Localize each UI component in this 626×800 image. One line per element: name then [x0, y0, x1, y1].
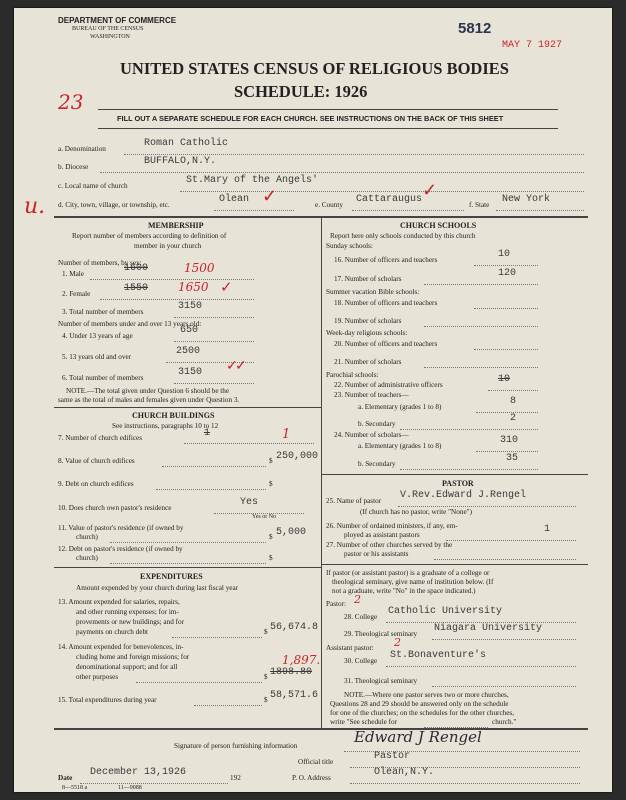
q16-label: 16. Number of officers and teachers — [334, 256, 438, 264]
q23b-value: 2 — [510, 413, 517, 424]
graduate-note-1: If pastor (or assistant pastor) is a graduate of a college or — [326, 569, 490, 577]
q4-under-13-label: 4. Under 13 years of age — [62, 332, 133, 340]
q2-female-hand: 1650 — [178, 280, 209, 294]
q30-label: 30. College — [344, 657, 378, 665]
check-mark-female: ✓ — [220, 278, 233, 296]
q5-over-13-label: 5. 13 years old and over — [62, 353, 132, 361]
census-schedule-sheet — [14, 8, 612, 792]
q24b-value: 35 — [506, 453, 519, 464]
pastor-note-2: Questions 28 and 29 should be answered only on the schedule — [330, 700, 509, 708]
q26-line-1: 26. Number of ordained ministers, if any, em- — [326, 522, 458, 530]
official-title-value: Pastor — [374, 751, 411, 762]
q11-label-1: 11. Value of pastor's residence (if owned by — [58, 524, 184, 532]
pastor-note-4: write "See schedule for — [330, 718, 397, 726]
form-code-2: 11—9088 — [118, 785, 142, 791]
q1-male-hand: 1500 — [184, 261, 215, 275]
check-mark-total-2: ✓ — [235, 358, 247, 374]
q24a-value: 310 — [500, 435, 519, 446]
q21-label: 21. Number of scholars — [334, 358, 402, 366]
denomination-label: a. Denomination — [58, 145, 106, 153]
q4-under-13-value: 650 — [180, 325, 199, 336]
q25-label: 25. Name of pastor — [326, 497, 382, 505]
q13-dollar: $ — [264, 628, 268, 636]
assistant-hand-mark: 2 — [394, 636, 401, 649]
diocese-value: BUFFALO,N.Y. — [144, 156, 217, 167]
q12-label-1: 12. Debt on pastor's residence (if owned by — [58, 545, 183, 553]
q22-label: 22. Number of administrative officers — [334, 381, 443, 389]
date-value: December 13,1926 — [90, 767, 187, 778]
q24b-label: b. Secondary — [358, 460, 396, 468]
date-label: Date — [58, 774, 73, 782]
q15-total-label: 15. Total expenditures during year — [58, 696, 157, 704]
q8-value-label: 8. Value of church edifices — [58, 457, 135, 465]
q3-total-value: 3150 — [178, 301, 203, 312]
graduate-note-2: theological seminary, give name of institution below. (If — [332, 578, 494, 586]
official-title-label: Official title — [298, 758, 334, 766]
q13-line-4: payments on church debt — [76, 628, 149, 636]
buildings-heading: CHURCH BUILDINGS — [132, 411, 215, 420]
q23a-value: 8 — [510, 396, 517, 407]
county-label: e. County — [315, 201, 343, 209]
q26-line-2: ployed as assistant pastors — [344, 531, 420, 539]
q7-edifices-label: 7. Number of church edifices — [58, 434, 143, 442]
q22-value: 10 — [498, 374, 511, 385]
q14-line-4: other purposes — [76, 673, 119, 681]
pastor-note-3: for one of the churches; on the schedules for the other churches, — [330, 709, 515, 717]
q10-residence-label: 10. Does church own pastor's residence — [58, 504, 172, 512]
q23a-label: a. Elementary (grades 1 to 8) — [358, 403, 442, 411]
check-mark-county: ✓ — [422, 180, 438, 201]
graduate-note-3: not a graduate, write "No" in the space indicated.) — [332, 587, 476, 595]
q13-line-2: and other running expenses; for im- — [76, 608, 179, 616]
q13-line-3: provements or new buildings; and for — [76, 618, 184, 626]
q12-dollar: $ — [269, 554, 273, 562]
membership-heading: MEMBERSHIP — [148, 221, 204, 230]
q12-label-2: church) — [76, 554, 98, 562]
weekday-schools-label: Week-day religious schools: — [326, 329, 408, 337]
q17-value: 120 — [498, 268, 517, 279]
q15-value: 58,571.6 — [270, 690, 319, 701]
q10-hint: Yes or No — [252, 514, 277, 520]
form-code-1: 8—5518 a — [62, 785, 88, 791]
q1-male-label: 1. Male — [62, 270, 84, 278]
po-address-value: Olean,N.Y. — [374, 767, 435, 778]
signature-value: Edward J Rengel — [354, 728, 482, 746]
q23b-label: b. Secondary — [358, 420, 396, 428]
form-title: UNITED STATES CENSUS OF RELIGIOUS BODIES — [120, 59, 509, 78]
state-label: f. State — [469, 201, 490, 209]
q29-label: 29. Theological seminary — [344, 630, 418, 638]
pastor-label: Pastor: — [326, 600, 346, 608]
check-mark-city: ✓ — [262, 186, 278, 207]
q11-label-2: church) — [76, 533, 98, 541]
membership-note-1: NOTE.—The total given under Question 6 should be the — [66, 387, 230, 395]
q14-line-3: denominational support; and for all — [76, 663, 178, 671]
city-label: WASHINGTON — [90, 34, 130, 40]
q15-dollar: $ — [264, 696, 268, 704]
city-town-value: Olean — [219, 194, 250, 205]
q25-value: V.Rev.Edward J.Rengel — [400, 490, 527, 501]
expenditures-heading: EXPENDITURES — [140, 572, 203, 581]
q2-female-typed: 1550 — [124, 283, 149, 294]
q11-value: 5,000 — [276, 527, 307, 538]
schools-intro: Report here only schools conducted by this church — [330, 232, 476, 240]
q8-value: 250,000 — [276, 451, 319, 462]
q28-value: Catholic University — [388, 606, 503, 617]
sunday-schools-label: Sunday schools: — [326, 242, 373, 250]
q14-hand: 1,897. — [282, 653, 321, 667]
po-address-label: P. O. Address — [292, 774, 331, 782]
q5-over-13-value: 2500 — [176, 346, 201, 357]
q14-dollar: $ — [264, 673, 268, 681]
pastor-hand-mark: 2 — [354, 593, 361, 606]
q13-value: 56,674.8 — [270, 622, 319, 633]
q9-debt-label: 9. Debt on church edifices — [58, 480, 134, 488]
county-value: Cattaraugus — [356, 194, 423, 205]
q9-dollar: $ — [269, 480, 273, 488]
q24a-label: a. Elementary (grades 1 to 8) — [358, 442, 442, 450]
handwritten-u-mark: u. — [24, 194, 46, 219]
membership-by-sex-label: Number of members, by sex: — [58, 259, 142, 267]
q2-female-label: 2. Female — [62, 290, 91, 298]
bureau-label: BUREAU OF THE CENSUS — [72, 26, 144, 32]
q14-line-1: 14. Amount expended for benevolences, in- — [58, 643, 184, 651]
q26-value: 1 — [544, 524, 551, 535]
q14-value: 1898.80 — [270, 667, 313, 678]
local-name-label: c. Local name of church — [58, 182, 128, 190]
city-town-label: d. City, town, village, or township, etc. — [58, 201, 170, 209]
q27-line-2: pastor or his assistants — [344, 550, 409, 558]
state-value: New York — [502, 194, 551, 205]
membership-age-intro: Number of members under and over 13 years old: — [58, 320, 202, 328]
q19-label: 19. Number of scholars — [334, 317, 402, 325]
q29-value: Niagara University — [434, 623, 543, 634]
form-subtitle: SCHEDULE: 1926 — [234, 82, 368, 101]
date-year: 192 — [230, 774, 241, 782]
denomination-value: Roman Catholic — [144, 138, 229, 149]
q28-label: 28. College — [344, 613, 378, 621]
q6-total-value: 3150 — [178, 367, 203, 378]
q3-total-label: 3. Total number of members — [62, 308, 144, 316]
handwritten-number: 23 — [58, 90, 84, 114]
received-date-stamp: MAY 7 1927 — [502, 40, 563, 51]
q10-residence-value: Yes — [240, 497, 259, 508]
q6-total-label: 6. Total number of members — [62, 374, 144, 382]
q7-edifices-hand: 1 — [282, 427, 291, 442]
local-name-value: St.Mary of the Angels' — [186, 175, 319, 186]
q11-dollar: $ — [269, 533, 273, 541]
pastor-heading: PASTOR — [442, 479, 474, 488]
membership-note-2: same as the total of males and females given under Question 3. — [58, 396, 240, 404]
form-instruction: FILL OUT A SEPARATE SCHEDULE FOR EACH CHURCH. SEE INSTRUCTIONS ON THE BACK OF THIS SHEET — [117, 114, 504, 123]
summer-schools-label: Summer vacation Bible schools: — [326, 288, 420, 296]
q27-line-1: 27. Number of other churches served by the — [326, 541, 453, 549]
assistant-pastor-label: Assistant pastor: — [326, 644, 374, 652]
q16-value: 10 — [498, 249, 511, 260]
buildings-intro: See instructions, paragraphs 10 to 12 — [112, 422, 219, 430]
q17-label: 17. Number of scholars — [334, 275, 402, 283]
q8-dollar: $ — [269, 457, 273, 465]
q13-line-1: 13. Amount expended for salaries, repairs, — [58, 598, 180, 606]
schools-heading: CHURCH SCHOOLS — [400, 221, 477, 230]
parochial-schools-label: Parochial schools: — [326, 371, 379, 379]
q20-label: 20. Number of officers and teachers — [334, 340, 438, 348]
membership-intro-1: Report number of members according to definition of — [72, 232, 227, 240]
q31-label: 31. Theological seminary — [344, 677, 418, 685]
pastor-note-5: church." — [492, 718, 517, 726]
membership-intro-2: member in your church — [134, 242, 202, 250]
q7-edifices-typed: 1 — [204, 428, 211, 439]
check-mark-total-1: ✓ — [226, 358, 238, 374]
q25-note: (If church has no pastor, write "None") — [360, 508, 472, 516]
q30-value: St.Bonaventure's — [390, 650, 487, 661]
q24-label: 24. Number of scholars— — [334, 431, 409, 439]
department-label: DEPARTMENT OF COMMERCE — [58, 16, 177, 25]
q18-label: 18. Number of officers and teachers — [334, 299, 438, 307]
signature-label: Signature of person furnishing information — [174, 742, 298, 750]
schedule-number: 5812 — [458, 20, 492, 37]
q14-line-2: cluding home and foreign missions; for — [76, 653, 190, 661]
q23-label: 23. Number of teachers— — [334, 391, 409, 399]
q1-male-typed: 1600 — [124, 263, 149, 274]
pastor-note-1: NOTE.—Where one pastor serves two or more churches, — [344, 691, 509, 699]
diocese-label: b. Diocese — [58, 163, 89, 171]
expenditures-intro: Amount expended by your church during last fiscal year — [76, 584, 239, 592]
